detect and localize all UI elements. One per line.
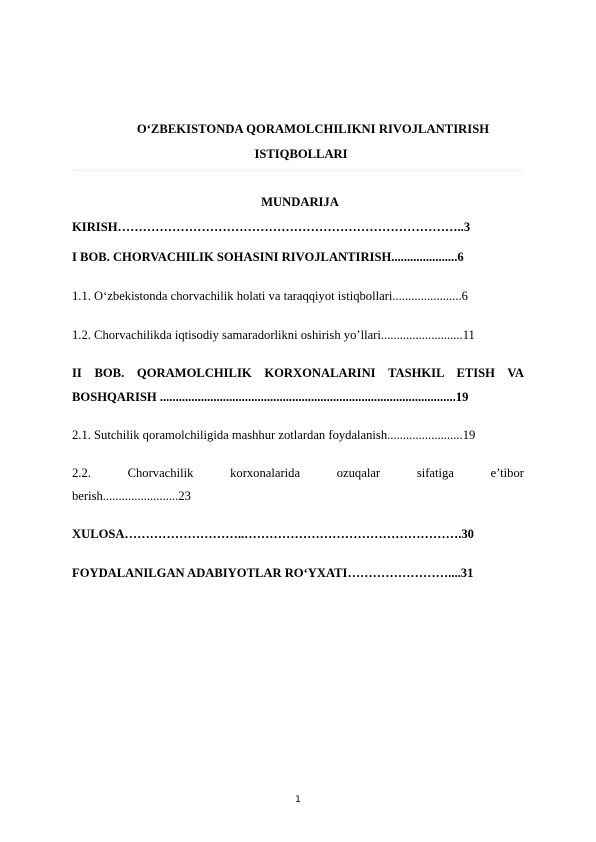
toc-word: 2.2. bbox=[72, 466, 91, 480]
toc-entry-chapter-1: I BOB. CHORVACHILIK SOHASINI RIVOJLANTIRISH.....................6 bbox=[72, 250, 464, 264]
toc-entry-chapter-2-line-2: BOSHQARISH ..............................................................................................19 bbox=[72, 390, 469, 404]
toc-entry-2-2-line-1 bbox=[72, 466, 524, 481]
toc-entry-2-1: 2.1. Sutchilik qoramolchiligida mashhur zotlardan foydalanish........................19 bbox=[72, 428, 476, 442]
toc-word: korxonalarida bbox=[230, 466, 301, 480]
toc-entry-2-2-line-2: berish........................23 bbox=[72, 489, 191, 503]
toc-word: ozuqalar bbox=[336, 466, 381, 480]
toc-entry-chapter-2-line-1: II BOB. QORAMOLCHILIK KORXONALARINI TASHKIL ETISH VA bbox=[72, 366, 524, 380]
contents-heading: MUNDARIJA bbox=[261, 195, 339, 209]
document-title-line-1: O‘ZBEKISTONDA QORAMOLCHILIKNI RIVOJLANTIRISH bbox=[136, 122, 490, 136]
toc-entry-kirish: KIRISH………………………………………………………………………..3 bbox=[72, 220, 471, 234]
toc-word: Chorvachilik bbox=[127, 466, 194, 480]
toc-word: e’tibor bbox=[490, 466, 524, 480]
document-title-line-2: ISTIQBOLLARI bbox=[254, 147, 348, 161]
toc-entry-xulosa: XULOSA………………………..…………………………………………….30 bbox=[72, 527, 474, 541]
decorative-separator bbox=[72, 170, 524, 179]
toc-entry-1-1: 1.1. O‘zbekistonda chorvachilik holati va taraqqiyot istiqbollari......................6 bbox=[72, 289, 468, 303]
toc-word: sifatiga bbox=[416, 466, 454, 480]
toc-entry-1-2: 1.2. Chorvachilikda iqtisodiy samaradorlikni oshirish yo’llari..........................11 bbox=[72, 328, 475, 342]
page-number: 1 bbox=[295, 795, 301, 805]
toc-entry-bibliography: FOYDALANILGAN ADABIYOTLAR RO‘YXATI……………………....31 bbox=[72, 566, 474, 580]
